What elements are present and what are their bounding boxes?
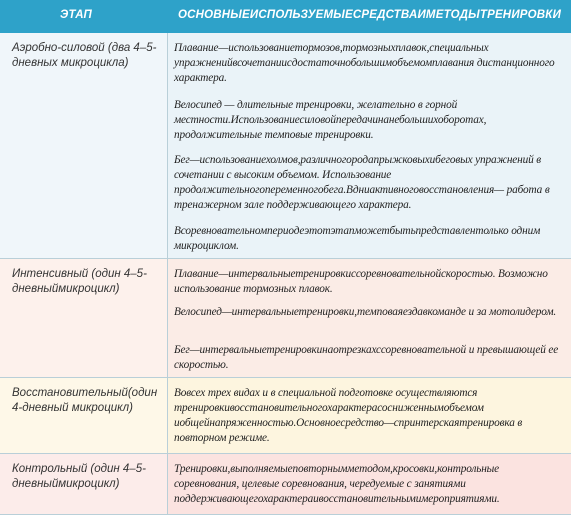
- header-stage: ЭТАП: [60, 9, 92, 21]
- means-paragraph: Велосипед — длительные тренировки, желательно в горной местности.Использованиесиловойпередачинанебольшихоборотах, продолжительные темповые тренировки.: [174, 99, 487, 141]
- means-paragraph: Вовсех трех видах и в специальной подготовке осуществляются тренировкивосстановительногохарактерасосниженнымобъемом иобщейнапряженностью.Основноесредство—спринтерскаятренировка в повторном режиме.: [174, 387, 523, 444]
- table-row: [0, 378, 571, 454]
- header-means: ОСНОВНЫЕИСПОЛЬЗУЕМЫЕСРЕДСТВАИМЕТОДЫТРЕНИРОВКИ: [178, 9, 562, 21]
- table-row: [0, 33, 571, 259]
- means-paragraph: Плавание—использованиетормозов,тормозныхплавок,специальных упражненийвсочетаниисдостаточнобольшимобъемомплавания дистанционного характера.: [174, 42, 555, 84]
- stage-label: Аэробно-силовой (два 4–5-дневных микроцикла): [12, 42, 157, 69]
- stage-cell: [0, 454, 168, 514]
- table-header: [0, 0, 571, 33]
- stage-label: Интенсивный (один 4–5-дневныймикроцикл): [12, 268, 147, 295]
- means-paragraph: Плавание—интервальныетренировкиссоревновательнойскоростью. Возможно использование тормозных плавок.: [174, 268, 548, 295]
- stage-cell: [0, 33, 168, 258]
- stage-label: Восстановительный(один 4-дневный микроцикл): [12, 387, 158, 414]
- means-paragraph: Бег—интервальныетренировкинаотрезкахссоревновательной и превышающей ее скоростью.: [174, 344, 559, 371]
- means-paragraph: Велосипед—интервальныетренировки,темповаяездавкоманде и за мотолидером.: [174, 306, 557, 318]
- means-paragraph: Тренировки,выполняемыеповторнымметодом,кросовки,контрольные соревнования, целевые соревнования, чередуемые с занятиями поддерживающегохарактераивосстановительнымимероприятиями.: [174, 463, 500, 505]
- stage-cell: [0, 259, 168, 377]
- stage-label: Контрольный (один 4–5-дневныймикроцикл): [12, 463, 146, 490]
- stage-cell: [0, 378, 168, 453]
- table-row: [0, 454, 571, 515]
- means-paragraph: Всоревновательномпериодеэтотэтапможетбытьпредставлентолько одним микроциклом.: [174, 225, 541, 252]
- table-row: [0, 259, 571, 378]
- means-paragraph: Бег—использованиехолмов,различногородапрыжковыхибеговых упражнений в сочетании с высоким объемом. Использование продолжительногопеременногобега.Вдниактивноговосстановления— работа в тренажерном зале поддерживающего характера.: [174, 154, 550, 211]
